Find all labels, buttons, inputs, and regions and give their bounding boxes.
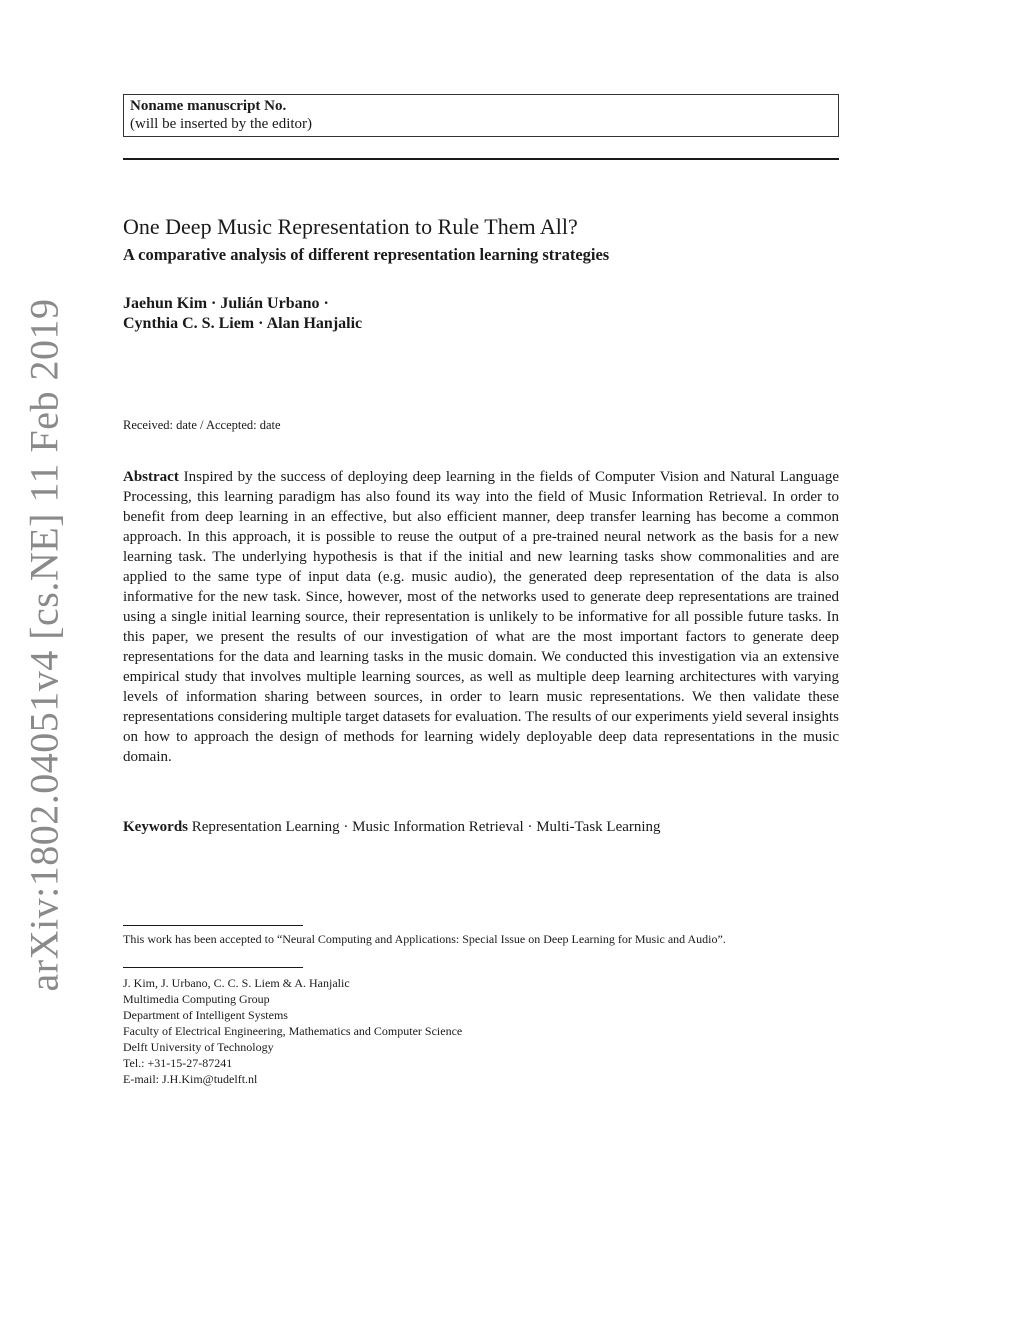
affiliation-divider — [123, 967, 303, 968]
footnote-divider — [123, 925, 303, 926]
received-date: Received: date / Accepted: date — [123, 418, 281, 432]
email[interactable]: E-mail: J.H.Kim@tudelft.nl — [123, 1072, 258, 1086]
abstract-label: Abstract — [123, 469, 179, 485]
affiliation-line: Department of Intelligent Systems — [123, 1008, 288, 1022]
affiliation-line: Tel.: +31-15-27-87241 — [123, 1056, 233, 1070]
keywords-label: Keywords — [123, 819, 188, 835]
authors-line-2: Cynthia C. S. Liem · Alan Hanjalic — [123, 315, 363, 332]
affiliation-line: Delft University of Technology — [123, 1040, 274, 1054]
manuscript-note: (will be inserted by the editor) — [130, 116, 313, 132]
affiliation-block — [123, 975, 839, 1087]
authors-line-1: Jaehun Kim · Julián Urbano · — [123, 295, 329, 312]
paper-subtitle: A comparative analysis of different representation learning strategies — [123, 245, 610, 264]
arxiv-identifier[interactable]: arXiv:1802.04051v4 [cs.NE] 11 Feb 2019 — [21, 298, 67, 992]
abstract — [123, 467, 839, 767]
author-list — [123, 294, 839, 334]
manuscript-number-box — [123, 94, 839, 137]
affiliation-line: Faculty of Electrical Engineering, Mathematics and Computer Science — [123, 1024, 463, 1038]
keywords-text: Representation Learning · Music Information Retrieval · Multi-Task Learning — [191, 819, 661, 835]
keywords — [123, 817, 839, 837]
affiliation-line: Multimedia Computing Group — [123, 992, 270, 1006]
footnote: This work has been accepted to “Neural Computing and Applications: Special Issue on Deep Learning for Music and Audio”. — [123, 932, 726, 946]
affiliation-line: J. Kim, J. Urbano, C. C. S. Liem & A. Hanjalic — [123, 976, 350, 990]
manuscript-title: Noname manuscript No. — [130, 98, 287, 114]
paper-title: One Deep Music Representation to Rule Them All? — [123, 214, 578, 239]
abstract-text: Inspired by the success of deploying deep learning in the fields of Computer Vision and Natural Language Processing, this learning paradigm has also found its way into the field of Music Information Retrieval. In order to benefit from deep learning in an effective, but also efficient manner, deep transfer learning has become a common approach. In this approach, it is possible to reuse the output of a pre-trained neural network as the basis for a new learning task. The underlying hypothesis is that if the initial and new learning tasks show commonalities and are applied to the same type of input data (e.g. music audio), the generated deep representation of the data is also informative for the new task. Since, however, most of the networks used to generate deep representations are trained using a single initial learning source, their representation is unlikely to be informative for all possible future tasks. In this paper, we present the results of our investigation of what are the most important factors to generate deep representations for the data and learning tasks in the music domain. We conducted this investigation via an extensive empirical study that involves multiple learning sources, as well as multiple deep learning architectures with varying levels of information sharing between sources, in order to learn music representations. We then validate these representations considering multiple target datasets for evaluation. The results of our experiments yield several insights on how to approach the design of methods for learning widely deployable deep data representations in the music domain. — [123, 469, 839, 765]
header-divider — [123, 158, 839, 160]
